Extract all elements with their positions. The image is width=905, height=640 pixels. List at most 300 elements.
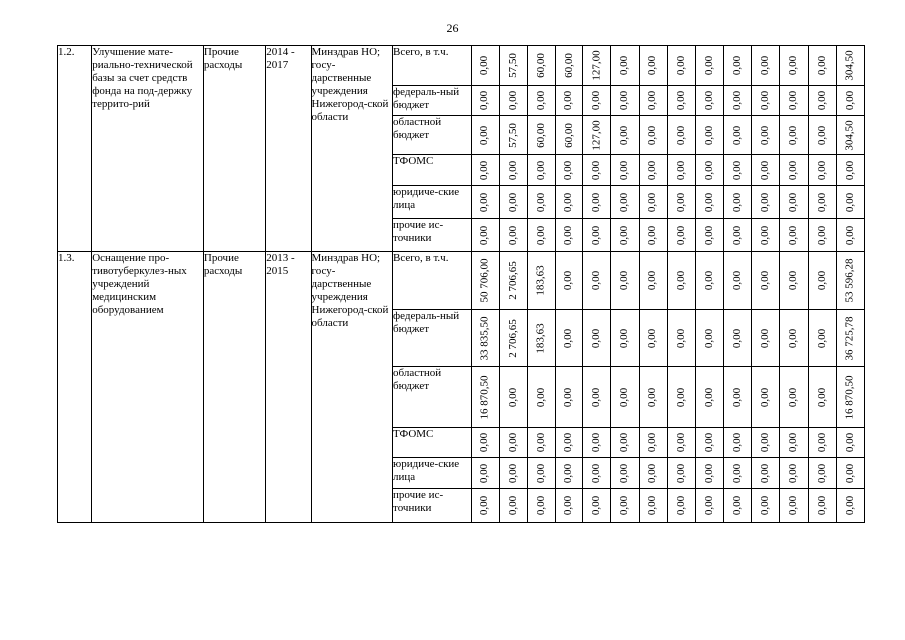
value-text: 0,00 [646, 55, 659, 76]
value-text: 0,00 [562, 432, 575, 453]
value-text: 0,00 [478, 125, 491, 145]
value-cell [583, 86, 611, 116]
value-text: 0,00 [618, 125, 631, 145]
value-text: 0,00 [731, 432, 744, 453]
value-text: 0,00 [478, 463, 491, 483]
value-cell [836, 310, 864, 367]
value-text: 0,00 [731, 463, 744, 483]
value-text: 0,00 [815, 270, 828, 291]
value-cell [695, 86, 723, 116]
value-text: 0,00 [562, 192, 575, 212]
funding-source: юридиче-ские лица [393, 186, 471, 219]
value-cell [667, 310, 695, 367]
value-cell [808, 489, 836, 523]
value-cell [836, 367, 864, 428]
value-text: 2 706,65 [506, 318, 519, 358]
value-text: 0,00 [478, 160, 491, 180]
value-text: 60,00 [534, 122, 547, 148]
value-text: 0,00 [843, 160, 856, 180]
value-text: 0,00 [478, 55, 491, 76]
value-text: 0,00 [590, 270, 603, 291]
value-cell [471, 219, 499, 252]
value-text: 0,00 [759, 125, 772, 145]
value-cell [583, 186, 611, 219]
value-cell [611, 428, 639, 458]
value-text: 0,00 [618, 328, 631, 348]
value-text: 0,00 [590, 192, 603, 212]
value-cell [611, 310, 639, 367]
value-text: 0,00 [590, 328, 603, 348]
value-text: 0,00 [674, 90, 687, 111]
value-cell [724, 428, 752, 458]
value-text: 0,00 [787, 55, 800, 76]
value-text: 0,00 [590, 463, 603, 483]
value-cell [583, 155, 611, 186]
value-text: 0,00 [646, 495, 659, 516]
value-cell [556, 46, 583, 86]
value-text: 0,00 [618, 90, 631, 111]
value-cell [583, 219, 611, 252]
value-text: 0,00 [787, 125, 800, 145]
value-cell [583, 46, 611, 86]
value-cell [808, 458, 836, 489]
value-text: 0,00 [674, 192, 687, 212]
page-number: 26 [446, 21, 459, 35]
value-text: 0,00 [759, 463, 772, 483]
value-cell [639, 116, 667, 155]
value-text: 0,00 [843, 463, 856, 483]
value-text: 0,00 [646, 387, 659, 407]
value-text: 0,00 [731, 192, 744, 212]
funding-source: Всего, в т.ч. [393, 252, 471, 310]
value-text: 0,00 [787, 495, 800, 516]
value-cell [639, 367, 667, 428]
value-cell [639, 186, 667, 219]
value-text: 0,00 [787, 160, 800, 180]
value-cell [611, 458, 639, 489]
value-text: 0,00 [843, 192, 856, 212]
section-number: 1.3. [58, 252, 92, 523]
section-number: 1.2. [58, 46, 92, 252]
value-cell [556, 219, 583, 252]
value-text: 0,00 [787, 225, 800, 245]
value-cell [611, 155, 639, 186]
value-text: 0,00 [618, 495, 631, 516]
value-text: 304,50 [843, 119, 856, 151]
value-cell [836, 86, 864, 116]
value-text: 57,50 [506, 122, 519, 148]
value-cell [695, 310, 723, 367]
value-text: 0,00 [674, 387, 687, 407]
value-cell [724, 116, 752, 155]
value-text: 60,00 [562, 122, 575, 148]
value-text: 0,00 [590, 90, 603, 111]
value-cell [752, 86, 780, 116]
value-cell [499, 186, 527, 219]
value-text: 0,00 [815, 387, 828, 407]
value-cell [752, 367, 780, 428]
value-text: 0,00 [478, 432, 491, 453]
value-cell [499, 458, 527, 489]
value-cell [780, 86, 808, 116]
value-cell [611, 219, 639, 252]
value-cell [667, 458, 695, 489]
funding-source: областной бюджет [393, 367, 471, 428]
value-text: 0,00 [506, 463, 519, 483]
value-text: 0,00 [646, 225, 659, 245]
value-cell [667, 46, 695, 86]
value-cell [611, 46, 639, 86]
value-cell [836, 252, 864, 310]
value-cell [836, 116, 864, 155]
value-text: 0,00 [759, 270, 772, 291]
value-cell [780, 155, 808, 186]
value-text: 0,00 [731, 328, 744, 348]
value-cell [583, 428, 611, 458]
value-cell [695, 367, 723, 428]
value-cell [527, 155, 555, 186]
value-text: 0,00 [815, 55, 828, 76]
value-text: 0,00 [562, 160, 575, 180]
value-cell [808, 86, 836, 116]
value-text: 0,00 [702, 495, 715, 516]
value-cell [583, 116, 611, 155]
value-cell [583, 367, 611, 428]
value-text: 0,00 [815, 125, 828, 145]
value-text: 0,00 [731, 125, 744, 145]
value-cell [780, 219, 808, 252]
value-text: 0,00 [674, 463, 687, 483]
value-cell [724, 155, 752, 186]
executor: Минздрав НО; госу-дарственные учреждения Нижегород-ской области [311, 46, 393, 252]
budget-table-body [58, 46, 865, 523]
value-cell [695, 186, 723, 219]
value-text: 0,00 [506, 495, 519, 516]
value-cell [471, 86, 499, 116]
value-cell [808, 252, 836, 310]
value-text: 0,00 [534, 387, 547, 407]
value-cell [639, 310, 667, 367]
value-cell [639, 428, 667, 458]
value-text: 0,00 [562, 90, 575, 111]
value-cell [780, 428, 808, 458]
value-text: 0,00 [674, 55, 687, 76]
value-cell [611, 86, 639, 116]
value-cell [556, 252, 583, 310]
value-text: 0,00 [815, 90, 828, 111]
value-text: 0,00 [702, 192, 715, 212]
value-text: 0,00 [534, 90, 547, 111]
value-cell [724, 310, 752, 367]
value-text: 183,63 [534, 322, 547, 354]
value-text: 0,00 [562, 225, 575, 245]
measure-title: Улучшение мате-риально-технической базы за счет средств фонда на под-держку террито-рий [92, 46, 204, 252]
value-text: 60,00 [534, 53, 547, 78]
value-cell [667, 186, 695, 219]
value-cell [499, 116, 527, 155]
value-cell [724, 367, 752, 428]
value-cell [639, 219, 667, 252]
value-cell [724, 489, 752, 523]
value-text: 0,00 [759, 192, 772, 212]
value-text: 16 870,50 [843, 375, 856, 419]
value-cell [527, 186, 555, 219]
value-text: 0,00 [478, 90, 491, 111]
value-cell [752, 458, 780, 489]
value-text: 0,00 [815, 328, 828, 348]
value-cell [471, 186, 499, 219]
value-cell [780, 116, 808, 155]
value-text: 0,00 [702, 225, 715, 245]
value-text: 0,00 [590, 495, 603, 516]
value-cell [724, 458, 752, 489]
value-cell [527, 489, 555, 523]
value-text: 0,00 [787, 192, 800, 212]
value-cell [752, 252, 780, 310]
value-text: 0,00 [702, 328, 715, 348]
value-text: 0,00 [731, 225, 744, 245]
value-cell [471, 458, 499, 489]
value-cell [583, 489, 611, 523]
value-text: 0,00 [618, 432, 631, 453]
value-cell [808, 219, 836, 252]
value-text: 0,00 [702, 463, 715, 483]
value-cell [556, 367, 583, 428]
funding-source: федераль-ный бюджет [393, 86, 471, 116]
value-text: 0,00 [506, 387, 519, 407]
value-text: 0,00 [618, 160, 631, 180]
value-cell [836, 46, 864, 86]
value-cell [471, 489, 499, 523]
value-text: 53 596,28 [843, 258, 856, 303]
value-text: 0,00 [731, 160, 744, 180]
value-cell [611, 489, 639, 523]
value-cell [667, 155, 695, 186]
value-text: 0,00 [590, 387, 603, 407]
value-cell [667, 367, 695, 428]
value-text: 0,00 [731, 270, 744, 291]
value-cell [667, 86, 695, 116]
value-cell [667, 428, 695, 458]
table-row [58, 46, 865, 86]
value-cell [527, 428, 555, 458]
value-text: 0,00 [646, 328, 659, 348]
value-cell [583, 252, 611, 310]
value-text: 0,00 [787, 270, 800, 291]
value-cell [527, 219, 555, 252]
value-text: 0,00 [674, 125, 687, 145]
value-cell [667, 219, 695, 252]
funding-source: федераль-ный бюджет [393, 310, 471, 367]
value-text: 0,00 [646, 90, 659, 111]
value-text: 0,00 [843, 432, 856, 453]
value-cell [724, 252, 752, 310]
value-text: 0,00 [759, 225, 772, 245]
value-text: 0,00 [646, 192, 659, 212]
value-text: 0,00 [534, 495, 547, 516]
value-cell [724, 219, 752, 252]
value-text: 0,00 [562, 495, 575, 516]
value-cell [695, 155, 723, 186]
value-cell [556, 155, 583, 186]
value-text: 36 725,78 [843, 316, 856, 360]
value-cell [752, 46, 780, 86]
value-cell [780, 458, 808, 489]
value-cell [752, 428, 780, 458]
value-text: 0,00 [843, 225, 856, 245]
value-cell [836, 428, 864, 458]
value-cell [780, 367, 808, 428]
value-text: 0,00 [702, 160, 715, 180]
value-cell [556, 186, 583, 219]
value-cell [556, 458, 583, 489]
value-cell [667, 116, 695, 155]
funding-source: ТФОМС [393, 428, 471, 458]
value-cell [724, 186, 752, 219]
value-text: 0,00 [534, 192, 547, 212]
value-cell [499, 252, 527, 310]
value-text: 0,00 [674, 432, 687, 453]
value-cell [499, 86, 527, 116]
value-text: 0,00 [618, 192, 631, 212]
value-text: 0,00 [646, 160, 659, 180]
value-text: 0,00 [731, 90, 744, 111]
expense-type: Прочие расходы [203, 252, 265, 523]
value-text: 0,00 [646, 125, 659, 145]
value-cell [780, 46, 808, 86]
period: 2013 - 2015 [266, 252, 311, 523]
value-text: 0,00 [787, 432, 800, 453]
value-cell [836, 458, 864, 489]
value-cell [611, 116, 639, 155]
value-cell [695, 458, 723, 489]
value-cell [808, 367, 836, 428]
value-text: 0,00 [534, 463, 547, 483]
value-text: 0,00 [534, 432, 547, 453]
value-cell [752, 116, 780, 155]
value-text: 0,00 [506, 90, 519, 111]
value-cell [752, 186, 780, 219]
table-row [58, 252, 865, 310]
value-cell [527, 310, 555, 367]
value-text: 0,00 [506, 225, 519, 245]
value-cell [752, 219, 780, 252]
value-text: 33 835,50 [478, 316, 491, 360]
value-cell [471, 428, 499, 458]
value-cell [639, 46, 667, 86]
value-cell [780, 310, 808, 367]
value-text: 0,00 [618, 55, 631, 76]
value-cell [611, 186, 639, 219]
value-text: 0,00 [787, 90, 800, 111]
executor: Минздрав НО; госу-дарственные учреждения Нижегород-ской области [311, 252, 393, 523]
value-text: 0,00 [787, 387, 800, 407]
value-text: 0,00 [702, 125, 715, 145]
value-text: 0,00 [478, 192, 491, 212]
value-cell [752, 489, 780, 523]
value-cell [611, 367, 639, 428]
value-cell [808, 116, 836, 155]
value-cell [471, 46, 499, 86]
value-cell [639, 489, 667, 523]
value-cell [667, 489, 695, 523]
value-cell [639, 155, 667, 186]
value-text: 0,00 [674, 328, 687, 348]
value-cell [471, 116, 499, 155]
value-text: 0,00 [702, 55, 715, 76]
value-cell [499, 155, 527, 186]
value-cell [836, 186, 864, 219]
value-text: 0,00 [590, 160, 603, 180]
value-cell [780, 252, 808, 310]
value-text: 0,00 [618, 225, 631, 245]
value-cell [808, 310, 836, 367]
value-cell [499, 489, 527, 523]
value-text: 183,63 [534, 265, 547, 296]
value-cell [583, 458, 611, 489]
value-text: 0,00 [646, 432, 659, 453]
value-text: 0,00 [646, 463, 659, 483]
value-cell [695, 116, 723, 155]
value-cell [471, 155, 499, 186]
funding-source: Всего, в т.ч. [393, 46, 471, 86]
value-text: 0,00 [674, 495, 687, 516]
value-cell [556, 116, 583, 155]
value-text: 0,00 [787, 328, 800, 348]
value-cell [499, 367, 527, 428]
value-cell [471, 367, 499, 428]
value-cell [556, 310, 583, 367]
value-text: 0,00 [618, 463, 631, 483]
funding-source: юридиче-ские лица [393, 458, 471, 489]
value-cell [836, 219, 864, 252]
value-cell [695, 428, 723, 458]
value-text: 0,00 [562, 387, 575, 407]
value-text: 127,00 [590, 50, 603, 81]
value-text: 0,00 [590, 432, 603, 453]
value-text: 0,00 [759, 328, 772, 348]
value-text: 0,00 [534, 160, 547, 180]
value-text: 0,00 [759, 387, 772, 407]
value-text: 0,00 [478, 495, 491, 516]
value-text: 2 706,65 [506, 261, 519, 300]
value-cell [556, 489, 583, 523]
value-text: 0,00 [702, 432, 715, 453]
value-text: 57,50 [506, 53, 519, 78]
period: 2014 - 2017 [266, 46, 311, 252]
value-cell [556, 86, 583, 116]
value-cell [724, 86, 752, 116]
value-cell [695, 252, 723, 310]
value-text: 0,00 [759, 495, 772, 516]
value-text: 0,00 [562, 328, 575, 348]
value-cell [556, 428, 583, 458]
value-text: 0,00 [534, 225, 547, 245]
funding-source: прочие ис-точники [393, 489, 471, 523]
value-text: 0,00 [702, 387, 715, 407]
value-text: 0,00 [815, 432, 828, 453]
value-cell [836, 489, 864, 523]
value-text: 304,50 [843, 50, 856, 81]
value-text: 0,00 [562, 270, 575, 291]
value-text: 0,00 [759, 90, 772, 111]
value-cell [611, 252, 639, 310]
value-cell [499, 310, 527, 367]
value-text: 0,00 [618, 270, 631, 291]
value-text: 0,00 [759, 160, 772, 180]
value-text: 0,00 [506, 192, 519, 212]
value-cell [527, 86, 555, 116]
